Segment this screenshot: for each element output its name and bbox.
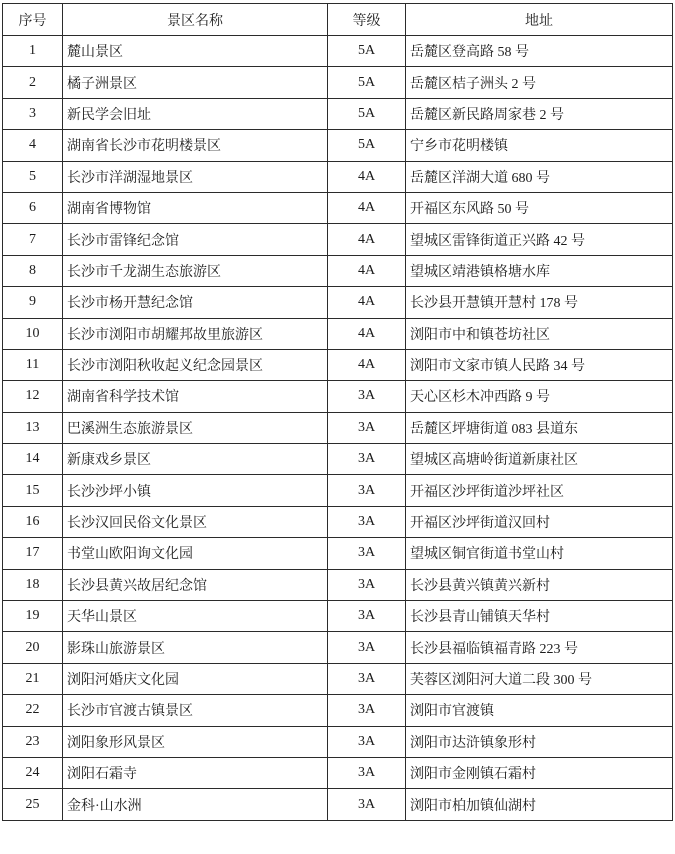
row-index-cell: 23	[3, 726, 63, 757]
grade-cell: 4A	[328, 287, 406, 318]
grade-cell: 4A	[328, 192, 406, 223]
row-index-cell: 9	[3, 287, 63, 318]
row-index-cell: 12	[3, 381, 63, 412]
scenic-name-cell: 湖南省科学技术馆	[63, 381, 328, 412]
header-row	[3, 4, 673, 36]
scenic-name-cell: 长沙市杨开慧纪念馆	[63, 287, 328, 318]
grade-cell: 3A	[328, 475, 406, 506]
grade-cell: 3A	[328, 412, 406, 443]
address-cell: 望城区靖港镇格塘水库	[406, 255, 673, 286]
scenic-name-cell: 长沙市雷锋纪念馆	[63, 224, 328, 255]
table-row	[3, 632, 673, 663]
row-index-cell: 15	[3, 475, 63, 506]
grade-cell: 5A	[328, 130, 406, 161]
table-row	[3, 192, 673, 223]
table-row	[3, 98, 673, 129]
address-cell: 岳麓区洋湖大道 680 号	[406, 161, 673, 192]
row-index-cell: 20	[3, 632, 63, 663]
table-row	[3, 538, 673, 569]
table-row	[3, 444, 673, 475]
scenic-name-cell: 浏阳象形风景区	[63, 726, 328, 757]
address-cell: 浏阳市文家市镇人民路 34 号	[406, 349, 673, 380]
grade-cell: 3A	[328, 726, 406, 757]
row-index-cell: 2	[3, 67, 63, 98]
scenic-name-cell: 湖南省博物馆	[63, 192, 328, 223]
table-row	[3, 695, 673, 726]
scenic-name-cell: 浏阳石霜寺	[63, 757, 328, 788]
address-cell: 浏阳市金刚镇石霜村	[406, 757, 673, 788]
grade-cell: 4A	[328, 255, 406, 286]
row-index-cell: 5	[3, 161, 63, 192]
table-row	[3, 318, 673, 349]
row-index-cell: 17	[3, 538, 63, 569]
row-index-cell: 14	[3, 444, 63, 475]
table-row	[3, 224, 673, 255]
table-header	[3, 4, 673, 36]
address-cell: 宁乡市花明楼镇	[406, 130, 673, 161]
scenic-name-cell: 湖南省长沙市花明楼景区	[63, 130, 328, 161]
address-cell: 浏阳市官渡镇	[406, 695, 673, 726]
address-cell: 浏阳市达浒镇象形村	[406, 726, 673, 757]
address-cell: 望城区高塘岭街道新康社区	[406, 444, 673, 475]
address-cell: 浏阳市柏加镇仙湖村	[406, 789, 673, 820]
table-row	[3, 255, 673, 286]
scenic-name-cell: 长沙市官渡古镇景区	[63, 695, 328, 726]
table-row	[3, 506, 673, 537]
row-index-cell: 24	[3, 757, 63, 788]
table-row	[3, 287, 673, 318]
scenic-spots-table	[2, 3, 673, 821]
table-row	[3, 601, 673, 632]
row-index-cell: 3	[3, 98, 63, 129]
address-cell: 长沙县福临镇福青路 223 号	[406, 632, 673, 663]
row-index-cell: 1	[3, 36, 63, 67]
table-row	[3, 130, 673, 161]
row-index-cell: 11	[3, 349, 63, 380]
address-cell: 岳麓区登高路 58 号	[406, 36, 673, 67]
row-index-cell: 16	[3, 506, 63, 537]
grade-cell: 3A	[328, 663, 406, 694]
header-index: 序号	[3, 4, 63, 36]
grade-cell: 5A	[328, 98, 406, 129]
scenic-name-cell: 巴溪洲生态旅游景区	[63, 412, 328, 443]
grade-cell: 3A	[328, 632, 406, 663]
grade-cell: 3A	[328, 695, 406, 726]
scenic-name-cell: 长沙市洋湖湿地景区	[63, 161, 328, 192]
scenic-name-cell: 橘子洲景区	[63, 67, 328, 98]
table-row	[3, 569, 673, 600]
grade-cell: 3A	[328, 381, 406, 412]
scenic-name-cell: 长沙市浏阳秋收起义纪念园景区	[63, 349, 328, 380]
scenic-name-cell: 长沙沙坪小镇	[63, 475, 328, 506]
grade-cell: 3A	[328, 601, 406, 632]
row-index-cell: 4	[3, 130, 63, 161]
table-row	[3, 757, 673, 788]
scenic-name-cell: 新民学会旧址	[63, 98, 328, 129]
address-cell: 望城区铜官街道书堂山村	[406, 538, 673, 569]
scenic-name-cell: 新康戏乡景区	[63, 444, 328, 475]
address-cell: 开福区沙坪街道汉回村	[406, 506, 673, 537]
scenic-name-cell: 长沙市浏阳市胡耀邦故里旅游区	[63, 318, 328, 349]
row-index-cell: 6	[3, 192, 63, 223]
table-row	[3, 412, 673, 443]
table-body	[3, 36, 673, 821]
table-row	[3, 67, 673, 98]
row-index-cell: 22	[3, 695, 63, 726]
grade-cell: 4A	[328, 161, 406, 192]
row-index-cell: 10	[3, 318, 63, 349]
table-row	[3, 726, 673, 757]
scenic-name-cell: 影珠山旅游景区	[63, 632, 328, 663]
address-cell: 开福区东风路 50 号	[406, 192, 673, 223]
address-cell: 长沙县黄兴镇黄兴新村	[406, 569, 673, 600]
scenic-name-cell: 麓山景区	[63, 36, 328, 67]
table-row	[3, 161, 673, 192]
scenic-name-cell: 长沙汉回民俗文化景区	[63, 506, 328, 537]
row-index-cell: 8	[3, 255, 63, 286]
header-grade: 等级	[328, 4, 406, 36]
address-cell: 岳麓区坪塘街道 083 县道东	[406, 412, 673, 443]
address-cell: 岳麓区新民路周家巷 2 号	[406, 98, 673, 129]
grade-cell: 3A	[328, 538, 406, 569]
row-index-cell: 25	[3, 789, 63, 820]
grade-cell: 3A	[328, 789, 406, 820]
table-row	[3, 381, 673, 412]
grade-cell: 4A	[328, 224, 406, 255]
grade-cell: 3A	[328, 569, 406, 600]
row-index-cell: 13	[3, 412, 63, 443]
table-row	[3, 663, 673, 694]
header-address: 地址	[406, 4, 673, 36]
table-row	[3, 349, 673, 380]
grade-cell: 3A	[328, 757, 406, 788]
row-index-cell: 18	[3, 569, 63, 600]
scenic-name-cell: 浏阳河婚庆文化园	[63, 663, 328, 694]
scenic-name-cell: 长沙县黄兴故居纪念馆	[63, 569, 328, 600]
grade-cell: 4A	[328, 318, 406, 349]
table-row	[3, 36, 673, 67]
table-row	[3, 475, 673, 506]
scenic-name-cell: 书堂山欧阳询文化园	[63, 538, 328, 569]
address-cell: 浏阳市中和镇苍坊社区	[406, 318, 673, 349]
grade-cell: 3A	[328, 444, 406, 475]
grade-cell: 5A	[328, 67, 406, 98]
scenic-name-cell: 天华山景区	[63, 601, 328, 632]
table-row	[3, 789, 673, 820]
address-cell: 望城区雷锋街道正兴路 42 号	[406, 224, 673, 255]
address-cell: 长沙县青山铺镇天华村	[406, 601, 673, 632]
scenic-name-cell: 长沙市千龙湖生态旅游区	[63, 255, 328, 286]
grade-cell: 3A	[328, 506, 406, 537]
row-index-cell: 21	[3, 663, 63, 694]
address-cell: 天心区杉木冲西路 9 号	[406, 381, 673, 412]
row-index-cell: 7	[3, 224, 63, 255]
header-scenic-name: 景区名称	[63, 4, 328, 36]
grade-cell: 4A	[328, 349, 406, 380]
address-cell: 开福区沙坪街道沙坪社区	[406, 475, 673, 506]
address-cell: 岳麓区桔子洲头 2 号	[406, 67, 673, 98]
address-cell: 芙蓉区浏阳河大道二段 300 号	[406, 663, 673, 694]
row-index-cell: 19	[3, 601, 63, 632]
address-cell: 长沙县开慧镇开慧村 178 号	[406, 287, 673, 318]
grade-cell: 5A	[328, 36, 406, 67]
scenic-name-cell: 金科·山水洲	[63, 789, 328, 820]
